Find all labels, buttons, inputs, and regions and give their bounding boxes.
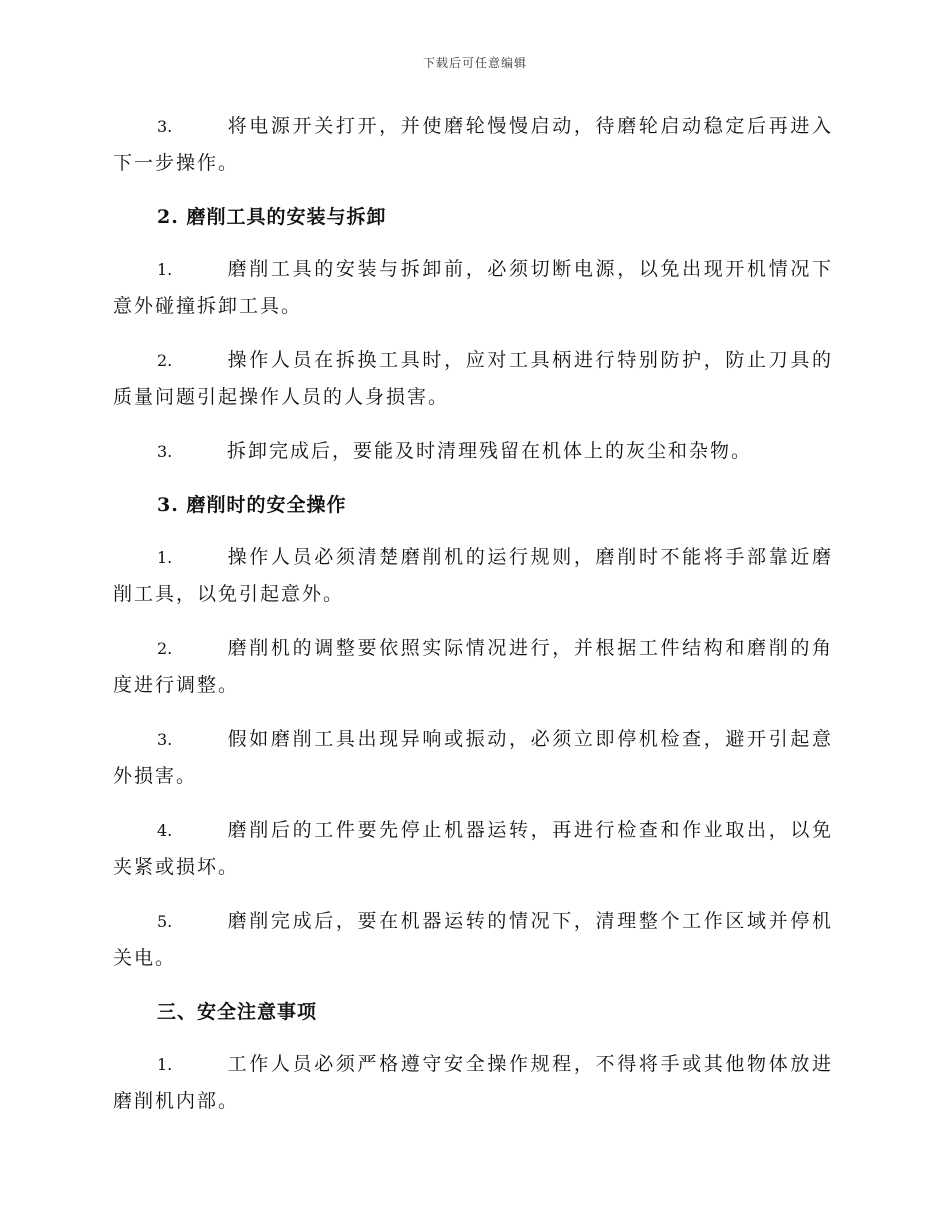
item-text: 操作人员在拆换工具时，应对工具柄进行特别防护，防止刀具的质量问题引起操作人员的人身损害。	[113, 349, 833, 408]
item-text: 拆卸完成后，要能及时清理残留在机体上的灰尘和杂物。	[227, 440, 753, 462]
list-item	[113, 630, 833, 704]
item-number: 1.	[157, 1055, 173, 1074]
list-item	[113, 721, 833, 795]
list-item	[113, 1046, 833, 1120]
item-number: 3.	[157, 442, 173, 461]
item-number: 1.	[157, 260, 173, 279]
item-number: 3.	[157, 117, 173, 136]
list-item	[113, 251, 833, 325]
page-header: 下载后可任意编辑	[422, 56, 527, 70]
item-number: 3.	[157, 730, 173, 749]
list-item	[113, 108, 833, 182]
item-text: 磨削工具的安装与拆卸前，必须切断电源，以免出现开机情况下意外碰撞拆卸工具。	[113, 258, 833, 317]
item-text: 磨削后的工件要先停止机器运转，再进行检查和作业取出，以免夹紧或损坏。	[113, 819, 833, 878]
item-text: 操作人员必须清楚磨削机的运行规则，磨削时不能将手部靠近磨削工具，以免引起意外。	[113, 546, 833, 605]
item-text: 将电源开关打开，并使磨轮慢慢启动，待磨轮启动稳定后再进入下一步操作。	[113, 115, 833, 174]
item-number: 1.	[157, 548, 173, 567]
item-text: 磨削机的调整要依照实际情况进行，并根据工件结构和磨削的角度进行调整。	[113, 637, 833, 696]
list-item	[113, 539, 833, 613]
list-item	[113, 342, 833, 416]
item-number: 4.	[157, 821, 173, 840]
list-item	[113, 812, 833, 886]
list-item	[113, 433, 833, 470]
section-heading: 三、安全注意事项	[157, 1001, 318, 1023]
section-heading: 2. 磨削工具的安装与拆卸	[157, 206, 387, 228]
list-item	[113, 903, 833, 977]
section-heading: 3. 磨削时的安全操作	[157, 494, 347, 516]
item-text: 工作人员必须严格遵守安全操作规程，不得将手或其他物体放进磨削机内部。	[113, 1053, 833, 1112]
item-text: 磨削完成后，要在机器运转的情况下，清理整个工作区域并停机关电。	[113, 910, 833, 969]
item-text: 假如磨削工具出现异响或振动，必须立即停机检查，避开引起意外损害。	[113, 728, 833, 787]
item-number: 2.	[157, 351, 173, 370]
item-number: 5.	[157, 912, 173, 931]
item-number: 2.	[157, 639, 173, 658]
